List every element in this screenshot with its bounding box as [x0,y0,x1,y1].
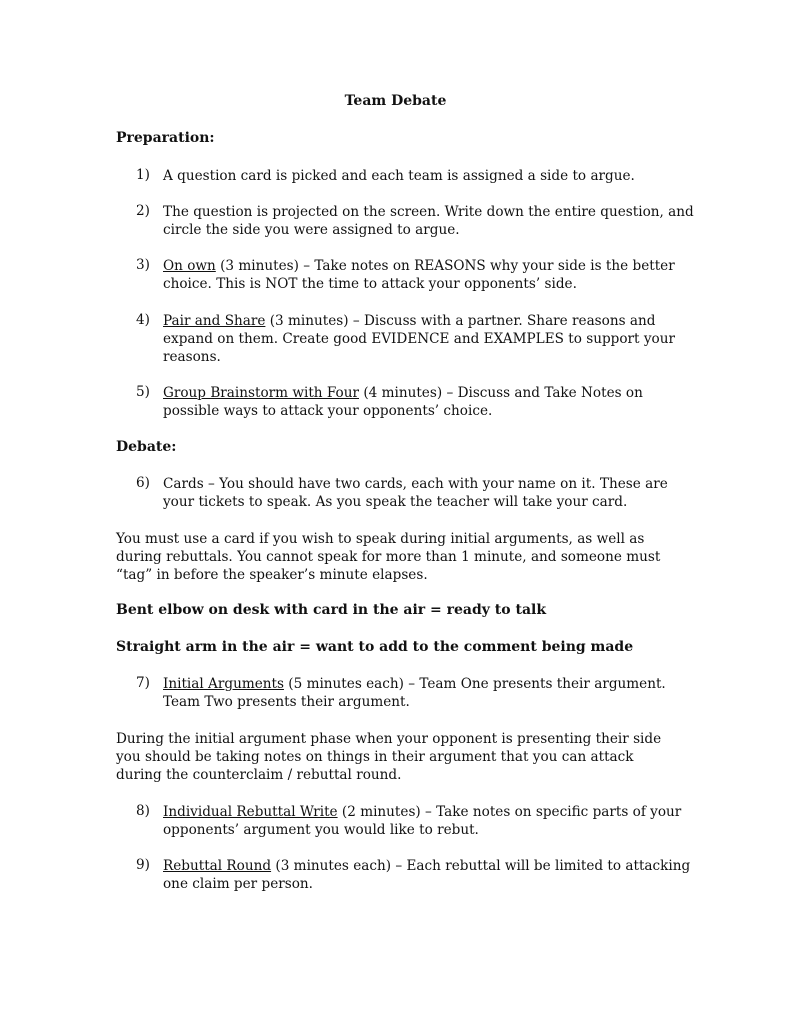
item-text: (3 minutes each) – Each rebuttal will be limited to attacking one claim per person. [163,858,691,892]
item-underlined-label: Initial Arguments [163,676,284,692]
item-underlined-label: Rebuttal Round [163,858,272,874]
item-underlined-label: On own [163,258,216,274]
item-text-container [163,257,699,293]
item-number: 1) [136,167,150,183]
item-number: 6) [136,475,150,491]
item-number: 4) [136,312,150,328]
item-underlined-label: Group Brainstorm with Four [163,385,359,401]
document-title: Team Debate [344,93,447,109]
item-text: (3 minutes) – Discuss with a partner. Share reasons and expand on them. Create good EVIDENCE and EXAMPLES to support your reasons. [163,313,675,365]
item-text: (5 minutes each) – Team One presents their argument. Team Two presents their argument. [163,676,666,710]
item-text-container [163,803,699,839]
item-number: 7) [136,675,150,691]
item-text: Cards – You should have two cards, each with your name on it. These are your tickets to speak. As you speak the teacher will take your card. [163,476,668,510]
item-number: 9) [136,857,150,873]
paragraph-initial-argument: During the initial argument phase when your opponent is presenting their side you should be taking notes on things in their argument that you can attack during the counterclaim / rebuttal round. [116,731,662,783]
rule-ready-to-talk: Bent elbow on desk with card in the air = ready to talk [116,602,547,618]
item-text: (2 minutes) – Take notes on specific parts of your opponents’ argument you would like to rebut. [163,804,682,838]
item-underlined-label: Individual Rebuttal Write [163,804,338,820]
item-text: A question card is picked and each team is assigned a side to argue. [163,168,635,184]
paragraph-card-rules: You must use a card if you wish to speak during initial arguments, as well as during rebuttals. You cannot speak for more than 1 minute, and someone must “tag” in before the speaker’s minute elapses. [116,531,661,583]
rule-add-comment: Straight arm in the air = want to add to the comment being made [116,639,634,655]
item-text-container [163,312,699,366]
item-text-container [163,675,699,711]
item-text: (4 minutes) – Discuss and Take Notes on possible ways to attack your opponents’ choice. [163,385,643,419]
preparation-heading: Preparation: [116,130,215,146]
item-underlined-label: Pair and Share [163,313,266,329]
item-number: 2) [136,203,150,219]
item-text: (3 minutes) – Take notes on REASONS why your side is the better choice. This is NOT the time to attack your opponents’ side. [163,258,675,292]
debate-heading: Debate: [116,439,177,455]
item-number: 5) [136,384,150,400]
item-text-container [163,857,699,893]
item-number: 8) [136,803,150,819]
item-text: The question is projected on the screen. Write down the entire question, and circle the side you were assigned to argue. [163,204,694,238]
item-text-container [163,384,699,420]
item-number: 3) [136,257,150,273]
